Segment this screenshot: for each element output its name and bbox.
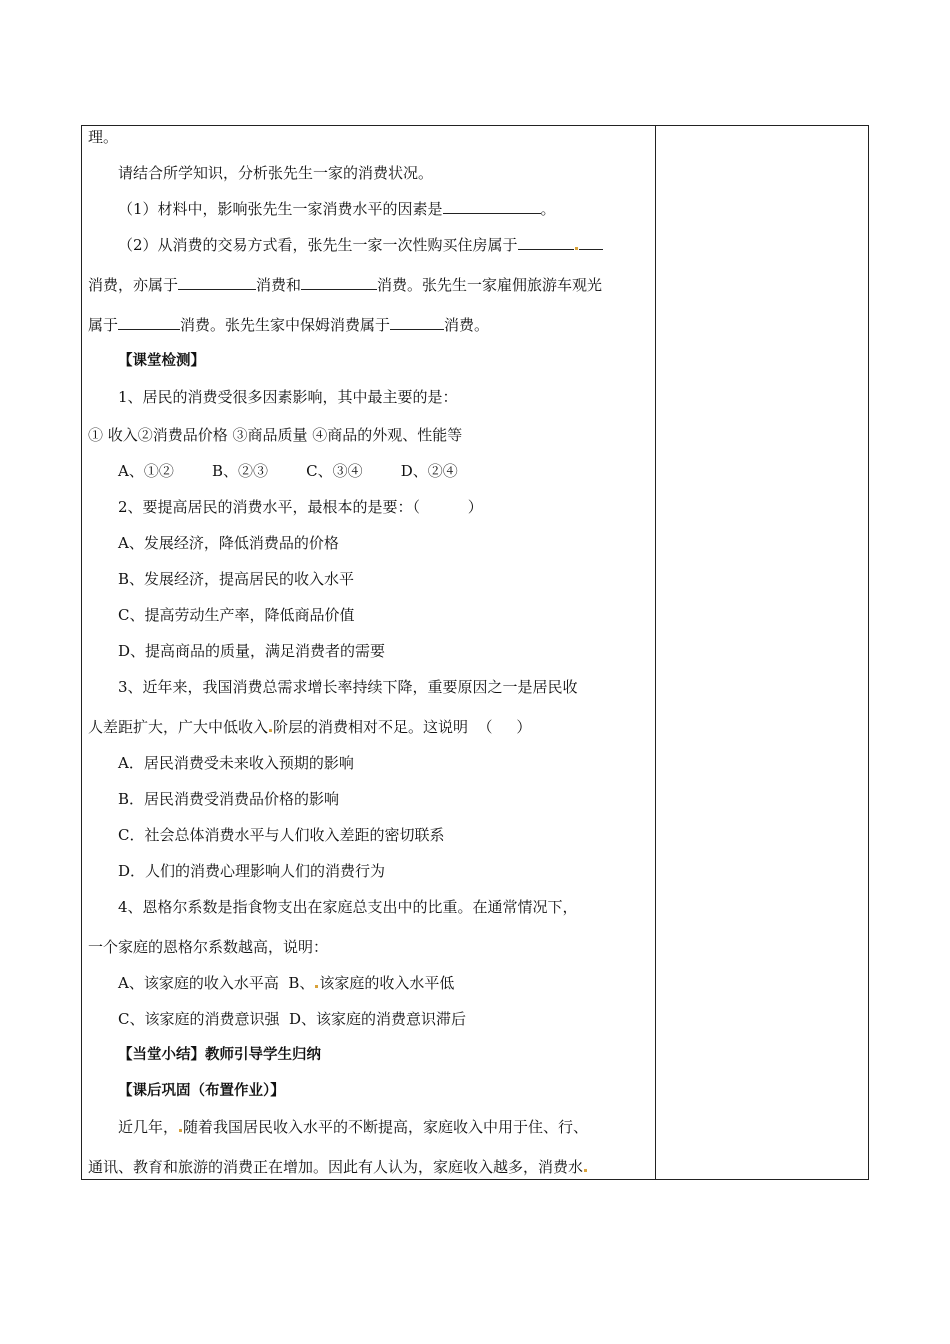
question-2-option-d: D、提高商品的质量，满足消费者的需要 [118, 642, 386, 660]
question-1-options: A、①② B、②③ C、③④ D、②④ [118, 462, 458, 480]
answer-blank [390, 315, 444, 330]
answer-blank [301, 275, 377, 290]
answer-blank [443, 199, 541, 214]
mark-dot [575, 247, 578, 250]
question-4-options-ab [88, 973, 454, 993]
column-divider [655, 125, 656, 1180]
question-3-option-b: B．居民消费受消费品价格的影响 [118, 790, 340, 808]
question-3: 3、近年来，我国消费总需求增长率持续下降，重要原因之一是居民收 [118, 678, 578, 696]
text-segment: 消费，亦属于 [88, 276, 179, 294]
question-1-statements: ① 收入②消费品价格 ③商品质量 ④商品的外观、性能等 [88, 426, 463, 444]
answer-blank [118, 315, 180, 330]
question-3-option-a: A．居民消费受未来收入预期的影响 [118, 754, 354, 772]
section-heading: 【课堂检测】 [118, 353, 205, 369]
text-segment: 消费。张先生一家雇佣旅游车观光 [377, 276, 603, 294]
text-segment: （1）材料中，影响张先生一家消费水平的因素是 [118, 200, 443, 218]
question-2-option-b: B、发展经济，提高居民的收入水平 [118, 570, 355, 588]
text-line [88, 315, 489, 335]
question-3-cont [88, 717, 531, 737]
question-2-option-c: C、提高劳动生产率，降低商品价值 [118, 606, 355, 624]
answer-blank [178, 275, 256, 290]
text-line [88, 199, 556, 219]
mark-dot [315, 985, 318, 988]
homework-paragraph [88, 1117, 588, 1137]
section-heading: 【课后巩固（布置作业）】 [118, 1083, 285, 1099]
question-4-cont: 一个家庭的恩格尔系数越高，说明： [88, 938, 329, 956]
question-4-options-cd: C、该家庭的消费意识强 D、该家庭的消费意识滞后 [118, 1010, 467, 1028]
text-line: 理。 [88, 128, 119, 146]
text-segment: 消费。张先生家中保姆消费属于 [180, 316, 391, 334]
text-segment: 消费。 [444, 316, 490, 334]
question-1: 1、居民的消费受很多因素影响，其中最主要的是： [118, 388, 458, 406]
mark-dot [179, 1129, 182, 1132]
answer-blank [579, 235, 603, 250]
question-3-option-d: D．人们的消费心理影响人们的消费行为 [118, 862, 386, 880]
text-segment: 通讯、教育和旅游的消费正在增加。因此有人认为，家庭收入越多，消费水 [88, 1158, 584, 1176]
text-line [88, 275, 602, 295]
question-3-option-c: C．社会总体消费水平与人们收入差距的密切联系 [118, 826, 445, 844]
text-segment: 随着我国居民收入水平的不断提高，家庭收入中用于住、行、 [183, 1118, 589, 1136]
text-segment: 消费和 [256, 276, 302, 294]
text-segment: （2）从消费的交易方式看，张先生一家一次性购买住房属于 [118, 236, 518, 254]
section-heading: 【当堂小结】教师引导学生归纳 [118, 1047, 321, 1063]
text-segment: 该家庭的收入水平低 [319, 974, 455, 992]
mark-dot [269, 729, 272, 732]
mark-dot [584, 1169, 587, 1172]
text-segment: 属于 [88, 316, 119, 334]
text-line [88, 235, 603, 255]
text-segment: 近几年， [118, 1118, 179, 1136]
text-line: 请结合所学知识，分析张先生一家的消费状况。 [118, 164, 434, 182]
text-segment: 阶层的消费相对不足。这说明 （ ） [273, 718, 532, 736]
homework-paragraph-cont [88, 1157, 588, 1177]
question-2-option-a: A、发展经济，降低消费品的价格 [118, 534, 339, 552]
text-segment: A、该家庭的收入水平高 B、 [118, 974, 315, 992]
answer-blank [518, 235, 574, 250]
text-segment: 人差距扩大，广大中低收入 [88, 718, 269, 736]
text-segment: 。 [540, 200, 556, 218]
question-2: 2、要提高居民的消费水平，最根本的是要：（ ） [118, 498, 483, 516]
question-4: 4、恩格尔系数是指食物支出在家庭总支出中的比重。在通常情况下， [118, 898, 578, 916]
